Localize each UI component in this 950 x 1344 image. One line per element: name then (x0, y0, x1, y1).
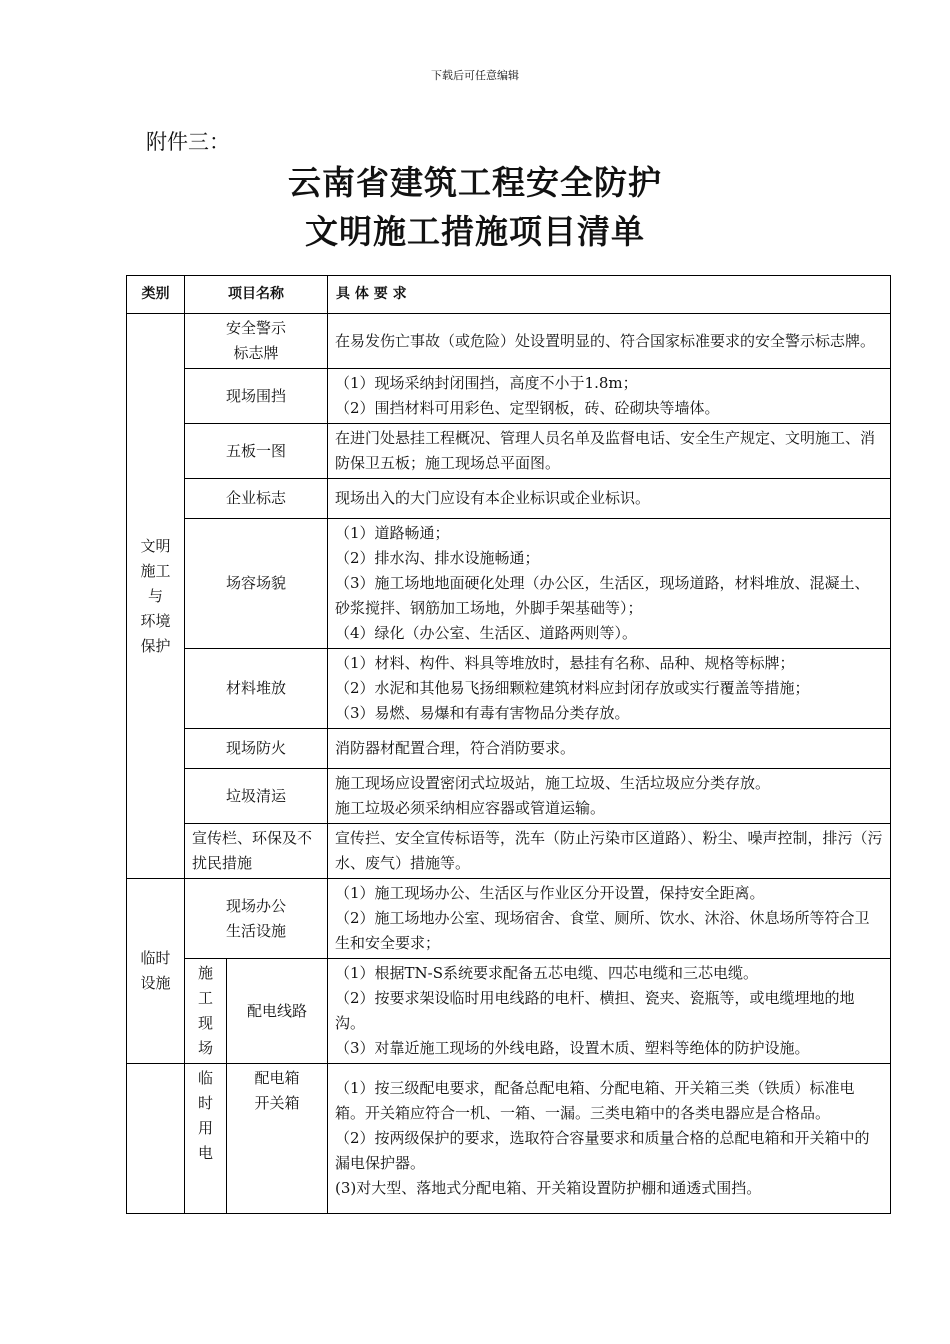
requirement-cell (328, 824, 891, 879)
requirement-text: 在进门处悬挂工程概况、管理人员名单及监督电话、安全生产规定、文明施工、消防保卫五板；施工现场总平面图。 (335, 429, 876, 472)
category-cell-empty (127, 1064, 185, 1214)
header-category: 类别 (127, 276, 185, 314)
requirement-text: 现场出入的大门应设有本企业标识或企业标识。 (335, 489, 651, 507)
table-row (127, 729, 891, 769)
requirement-text: （1）现场采纳封闭围挡，高度不小于1.8m； (335, 374, 638, 392)
item-name-cell-line: 宣传栏、环保及不扰民措施 (192, 829, 313, 872)
header-item: 项目名称 (185, 276, 328, 314)
item-name-cell-line: 五板一图 (225, 441, 286, 460)
subcategory-cell-line: 时 (197, 1094, 213, 1112)
subcategory-cell-line: 场 (197, 1039, 213, 1057)
item-name-cell-line: 安全警示 (225, 319, 286, 337)
item-name-cell-line: 企业标志 (225, 489, 286, 507)
requirement-cell (328, 424, 891, 479)
item-name-cell (185, 479, 328, 519)
item-name-cell-line: 标志牌 (233, 344, 279, 362)
item-name-cell-line: 材料堆放 (225, 679, 286, 697)
category-cell-line: 施工 (140, 561, 171, 580)
category-cell-line: 临时 (140, 949, 171, 967)
item-name-cell-line: 现场防火 (225, 739, 286, 757)
header-note: 下载后可任意编辑 (431, 69, 519, 82)
requirement-cell (328, 519, 891, 649)
item-name-cell-line: 垃圾清运 (225, 786, 286, 805)
requirement-text: (3)对大型、落地式分配电箱、开关箱设置防护棚和通透式围挡。 (335, 1179, 762, 1197)
requirement-cell (328, 729, 891, 769)
requirement-text: （1）根据TN-S系统要求配备五芯电缆、四芯电缆和三芯电缆。 (335, 964, 759, 982)
item-name-cell (185, 824, 328, 879)
document-title-line1: 云南省建筑工程安全防护 (288, 163, 662, 202)
subcategory-cell (185, 959, 227, 1064)
subcategory-cell-line: 电 (197, 1144, 213, 1162)
category-cell-line: 与 (147, 586, 163, 605)
requirement-text: （3）易燃、易爆和有毒有害物品分类存放。 (335, 704, 630, 722)
item-name-cell (185, 519, 328, 649)
table-row (127, 959, 891, 1064)
item-name-cell (227, 1064, 328, 1214)
requirement-cell (328, 959, 891, 1064)
requirement-cell (328, 1064, 891, 1214)
subcategory-cell-line: 临 (197, 1069, 213, 1087)
requirement-text: （2）围挡材料可用彩色、定型钢板，砖、砼砌块等墙体。 (335, 399, 720, 417)
item-name-cell (185, 369, 328, 424)
requirement-text: 宣传拦、安全宣传标语等，洗车（防止污染市区道路）、粉尘、噪声控制，排污（污水、废气）措施等。 (335, 829, 883, 872)
item-name-cell (185, 649, 328, 729)
item-name-cell-line: 生活设施 (225, 921, 286, 940)
requirement-text: （1）按三级配电要求，配备总配电箱、分配电箱、开关箱三类（铁质）标准电箱。开关箱应符合一机、一箱、一漏。三类电箱中的各类电器应是合格品。 (335, 1079, 855, 1122)
header-requirement: 具 体 要 求 (328, 276, 891, 314)
item-name-cell (185, 314, 328, 369)
requirement-text: （2）排水沟、排水设施畅通； (335, 549, 540, 567)
item-name-cell (185, 879, 328, 959)
category-cell-line: 环境 (140, 611, 171, 630)
item-name-cell-line: 场容场貌 (225, 574, 286, 592)
table-row (127, 479, 891, 519)
requirement-text: （1）施工现场办公、生活区与作业区分开设置，保持安全距离。 (335, 884, 765, 902)
item-name-cell (227, 959, 328, 1064)
requirement-text: （2）按两级保护的要求，选取符合容量要求和质量合格的总配电箱和开关箱中的漏电保护器。 (335, 1129, 870, 1172)
requirement-text: 在易发伤亡事故（或危险）处设置明显的、符合国家标准要求的安全警示标志牌。 (335, 331, 876, 350)
category-cell (127, 879, 185, 1064)
category-cell (127, 314, 185, 879)
table-row (127, 824, 891, 879)
attachment-label: 附件三： (146, 130, 230, 154)
requirement-text: 消防器材配置合理，符合消防要求。 (335, 739, 576, 757)
table-row (127, 424, 891, 479)
item-name-cell-line: 现场办公 (225, 896, 286, 915)
table-row (127, 879, 891, 959)
category-cell-line: 设施 (140, 974, 171, 992)
table-row (127, 649, 891, 729)
requirement-text: （1）材料、构件、料具等堆放时，悬挂有名称、品种、规格等标牌； (335, 654, 795, 672)
requirement-cell (328, 769, 891, 824)
item-name-cell-line: 现场围挡 (225, 386, 286, 405)
requirement-cell (328, 369, 891, 424)
requirement-text: 施工垃圾必须采纳相应容器或管道运输。 (335, 799, 606, 817)
requirement-cell (328, 314, 891, 369)
table-row (127, 1064, 891, 1214)
requirement-text: （2）施工场地办公室、现场宿舍、食堂、厕所、饮水、沐浴、休息场所等符合卫生和安全要求； (335, 909, 870, 952)
item-name-cell (185, 424, 328, 479)
item-name-cell-line: 开关箱 (254, 1094, 300, 1112)
requirement-cell (328, 649, 891, 729)
subcategory-cell-line: 工 (197, 989, 213, 1007)
table-row (127, 519, 891, 649)
requirement-text: 施工现场应设置密闭式垃圾站，施工垃圾、生活垃圾应分类存放。 (335, 774, 771, 792)
subcategory-cell-line: 施 (197, 964, 213, 982)
subcategory-cell-line: 用 (197, 1119, 213, 1137)
document-title-line2: 文明施工措施项目清单 (305, 212, 645, 251)
requirement-text: （3）对靠近施工现场的外线电路，设置木质、塑料等绝体的防护设施。 (335, 1039, 810, 1057)
measures-table (126, 275, 891, 1214)
requirement-text: （2）按要求架设临时用电线路的电杆、横担、瓷夹、瓷瓶等，或电缆埋地的地沟。 (335, 989, 855, 1032)
table-row (127, 369, 891, 424)
requirement-text: （4）绿化（办公室、生活区、道路两则等）。 (335, 624, 638, 642)
item-name-cell (185, 729, 328, 769)
requirement-text: （2）水泥和其他易飞扬细颗粒建筑材料应封闭存放或实行覆盖等措施； (335, 679, 810, 697)
requirement-cell (328, 479, 891, 519)
table-row (127, 769, 891, 824)
category-cell-line: 文明 (140, 536, 171, 555)
category-cell-line: 保护 (140, 636, 171, 655)
table-row (127, 314, 891, 369)
item-name-cell (185, 769, 328, 824)
requirement-cell (328, 879, 891, 959)
subcategory-cell (185, 1064, 227, 1214)
requirement-text: （1）道路畅通； (335, 524, 450, 542)
table-header-row (127, 276, 891, 314)
item-name-cell-line: 配电线路 (246, 1001, 307, 1020)
subcategory-cell-line: 现 (197, 1014, 213, 1032)
requirement-text: （3）施工场地地面硬化处理（办公区，生活区，现场道路，材料堆放、混凝土、砂浆搅拌、钢筋加工场地，外脚手架基础等）； (335, 574, 870, 617)
item-name-cell-line: 配电箱 (254, 1069, 300, 1087)
